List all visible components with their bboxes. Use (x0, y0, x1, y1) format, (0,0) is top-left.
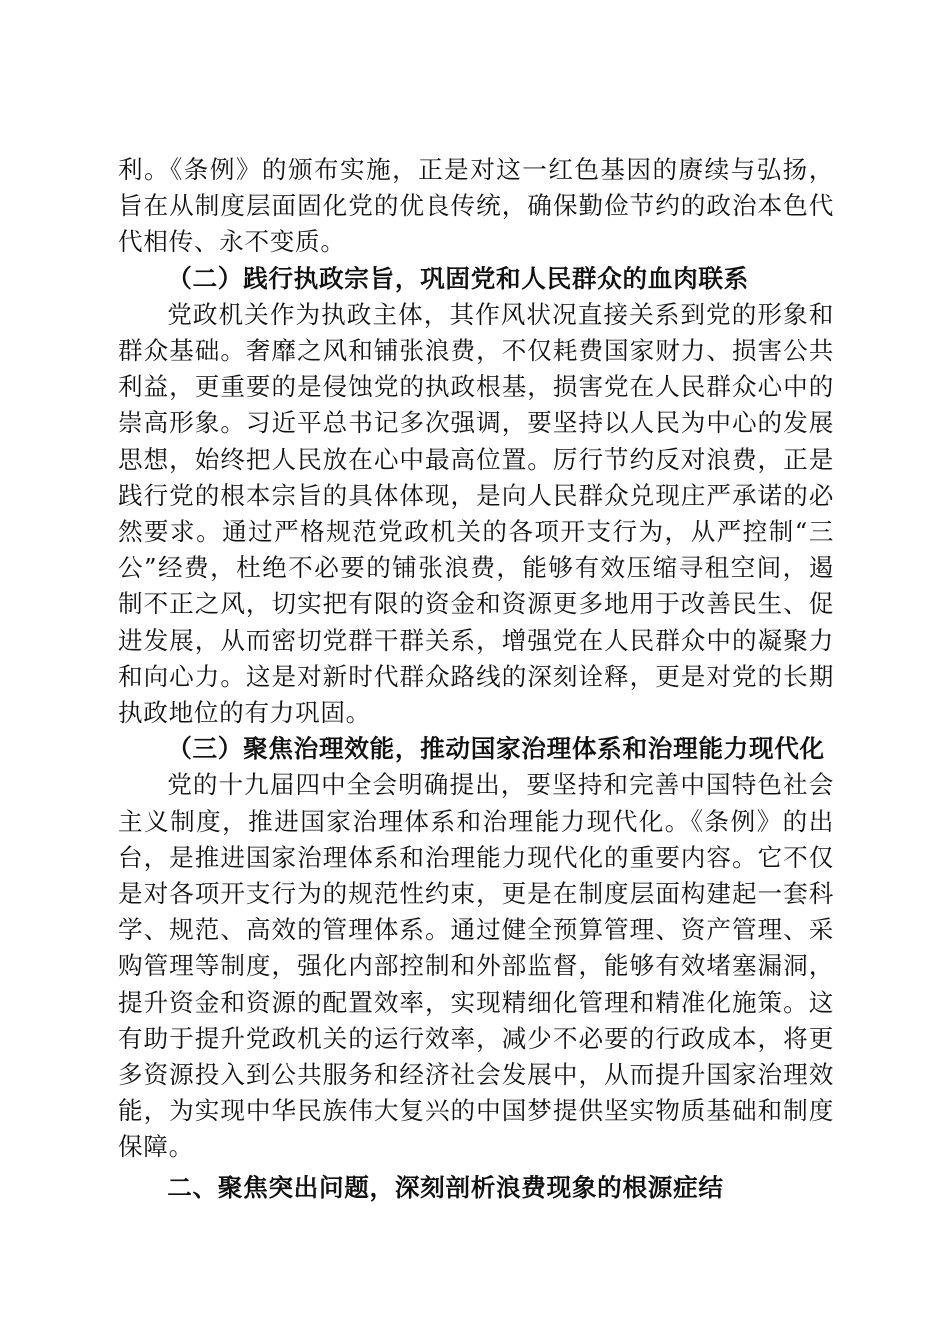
body-paragraph-2: 党政机关作为执政主体，其作风状况直接关系到党的形象和群众基础。奢靡之风和铺张浪费，不仅耗费国家财力、损害公共利益，更重要的是侵蚀党的执政根基，损害党在人民群众心中的崇高形象。习近平总书记多次强调，要坚持以人民为中心的发展思想，始终把人民放在心中最高位置。厉行节约反对浪费，正是践行党的根本宗旨的具体体现，是向人民群众兑现庄严承诺的必然要求。通过严格规范党政机关的各项开支行为，从严控制“三公”经费，杜绝不必要的铺张浪费，能够有效压缩寻租空间，遏制不正之风，切实把有限的资金和资源更多地用于改善民生、促进发展，从而密切党群干群关系，增强党在人民群众中的凝聚力和向心力。这是对新时代群众路线的深刻诠释，更是对党的长期执政地位的有力巩固。 (118, 299, 834, 728)
section-heading-2: （二）践行执政宗旨，巩固党和人民群众的血肉联系 (167, 263, 749, 293)
document-body (118, 152, 834, 1206)
chapter-heading-2: 二、聚焦突出问题，深刻剖析浪费现象的根源症结 (167, 1172, 724, 1202)
body-paragraph-3: 党的十九届四中全会明确提出，要坚持和完善中国特色社会主义制度，推进国家治理体系和治理能力现代化。《条例》的出台，是推进国家治理体系和治理能力现代化的重要内容。它不仅是对各项开支行为的规范性约束，更是在制度层面构建起一套科学、规范、高效的管理体系。通过健全预算管理、资产管理、采购管理等制度，强化内部控制和外部监督，能够有效堵塞漏洞，提升资金和资源的配置效率，实现精细化管理和精准化施策。这有助于提升党政机关的运行效率，减少不必要的行政成本，将更多资源投入到公共服务和经济社会发展中，从而提升国家治理效能，为实现中华民族伟大复兴的中国梦提供坚实物质基础和制度保障。 (118, 770, 834, 1162)
continuation-paragraph: 利。《条例》的颁布实施，正是对这一红色基因的赓续与弘扬，旨在从制度层面固化党的优良传统，确保勤俭节约的政治本色代代相传、永不变质。 (118, 155, 834, 257)
section-heading-3: （三）聚焦治理效能，推动国家治理体系和治理能力现代化 (167, 734, 825, 764)
